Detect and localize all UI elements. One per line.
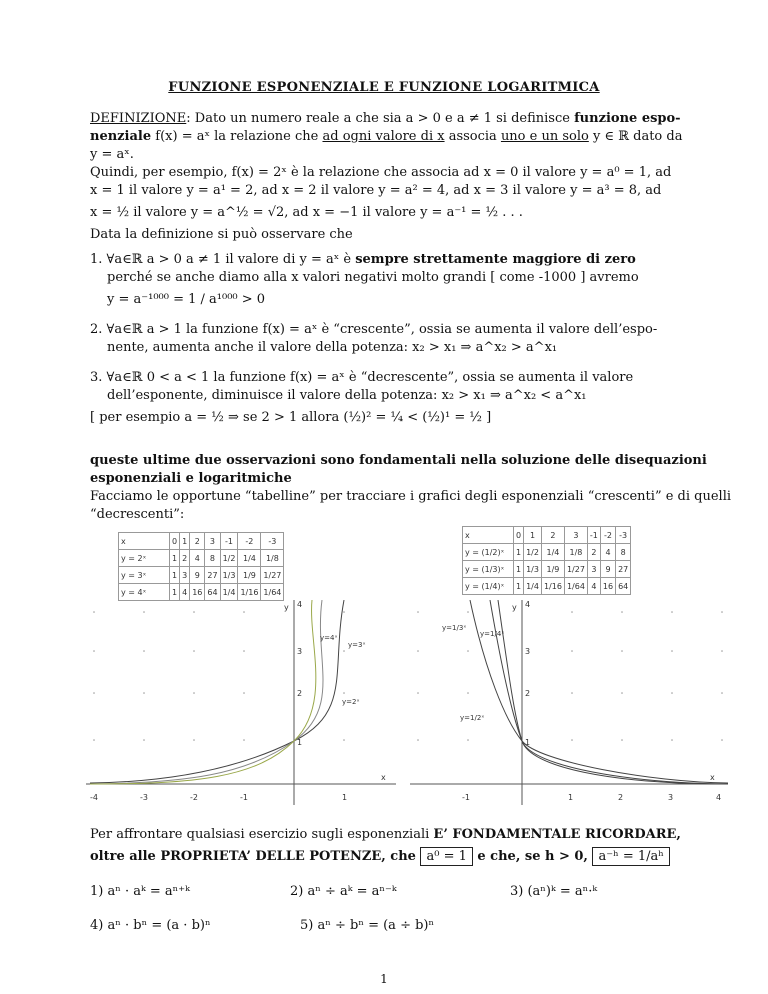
tick-label: 3	[668, 793, 674, 802]
tick-label: 1	[342, 793, 348, 802]
definition-line-2: nenziale f(x) = aˣ la relazione che ad ogni valore di x associa uno e un solo y ∈ ℝ dato da	[90, 129, 683, 144]
axis-label-x: x	[710, 773, 715, 782]
axis-label-y: y	[512, 603, 517, 612]
graph-decreasing-exponentials	[410, 600, 728, 805]
formula-box: a⁰ = 1	[420, 847, 472, 866]
tick-label: 1	[568, 793, 574, 802]
tick-label: 1	[525, 738, 531, 747]
example-line-4: Data la definizione si può osservare che	[90, 227, 353, 242]
tick-label: 4	[297, 600, 303, 609]
tick-label: 3	[297, 647, 303, 656]
curve-quarter-x	[498, 600, 728, 784]
example-line-2: x = 1 il valore y = a¹ = 2, ad x = 2 il valore y = a² = 4, ad x = 3 il valore y = a³ = 8, ad	[90, 183, 662, 198]
point-3-line-2: dell’esponente, diminuisce il valore della potenza: x₂ > x₁ ⇒ a^x₂ < a^x₁	[107, 388, 587, 403]
axis-label-x: x	[381, 773, 386, 782]
curve-half-x	[470, 600, 728, 783]
graph-growing-exponentials	[86, 600, 396, 805]
point-3-example: [ per esempio a = ½ ⇒ se 2 > 1 allora (½)² = ¼ < (½)¹ = ½ ]	[90, 410, 492, 425]
formula-box: a⁻ʰ = 1/aʰ	[592, 847, 669, 866]
note-line-1: queste ultime due osservazioni sono fondamentali nella soluzione delle disequazioni	[90, 453, 707, 468]
property-1: 1) aⁿ · aᵏ = aⁿ⁺ᵏ	[90, 884, 190, 899]
table-row: y = (1/2)ˣ 1 1/2 1/4 1/8 2 4 8	[463, 544, 631, 561]
curve-4x	[90, 600, 316, 784]
note-line-2: esponenziali e logaritmiche	[90, 471, 292, 486]
page-number: 1	[380, 972, 388, 986]
tick-label: -2	[190, 793, 198, 802]
table-row: y = 3ˣ 1 3 9 27 1/3 1/9 1/27	[119, 567, 284, 584]
tick-label: 4	[716, 793, 722, 802]
note-line-3: Facciamo le opportune “tabelline” per tracciare i grafici degli esponenziali “crescenti” e di quelli	[90, 489, 732, 504]
point-1-formula: y = a⁻¹⁰⁰⁰ = 1 / a¹⁰⁰⁰ > 0	[107, 292, 266, 307]
tick-label: 4	[525, 600, 531, 609]
point-1-reason: perché se anche diamo alla x valori negativi molto grandi [ come -1000 ] avremo	[107, 270, 639, 285]
curve-3x	[90, 600, 323, 784]
remember-line-2: oltre alle PROPRIETA’ DELLE POTENZE, che a⁰ = 1 e che, se h > 0, a⁻ʰ = 1/aʰ	[90, 848, 690, 865]
tick-label: 2	[297, 689, 303, 698]
point-2-line-1: 2. ∀a∈ℝ a > 1 la funzione f(x) = aˣ è “crescente”, ossia se aumenta il valore dell’espo-	[90, 322, 658, 337]
tick-label: 2	[525, 689, 531, 698]
remember-line-1: Per affrontare qualsiasi esercizio sugli esponenziali E’ FONDAMENTALE RICORDARE,	[90, 827, 681, 842]
definition-line-3: y = aˣ.	[90, 147, 134, 162]
tick-label: 1	[297, 738, 303, 747]
curve-2x	[90, 600, 344, 783]
curve-label: y=1/3ˣ	[442, 624, 467, 632]
axis-label-y: y	[284, 603, 289, 612]
tick-label: 3	[525, 647, 531, 656]
property-5: 5) aⁿ ÷ bⁿ = (a ÷ b)ⁿ	[300, 918, 435, 933]
tick-label: -1	[462, 793, 470, 802]
property-4: 4) aⁿ · bⁿ = (a · b)ⁿ	[90, 918, 211, 933]
property-3: 3) (aⁿ)ᵏ = aⁿ·ᵏ	[510, 884, 598, 899]
point-3-line-1: 3. ∀a∈ℝ 0 < a < 1 la funzione f(x) = aˣ è “decrescente”, ossia se aumenta il valore	[90, 370, 634, 385]
curve-label: y=1/2ˣ	[460, 714, 485, 722]
tick-label: 2	[618, 793, 624, 802]
tick-label: -3	[140, 793, 148, 802]
definition-line-1: DEFINIZIONE: Dato un numero reale a che sia a > 0 e a ≠ 1 si definisce funzione espo-	[90, 111, 681, 126]
table-row: x 0 1 2 3 -1 -2 -3	[463, 527, 631, 544]
table-row: y = 4ˣ 1 4 16 64 1/4 1/16 1/64	[119, 584, 284, 601]
table-growing	[118, 532, 284, 601]
table-decreasing	[462, 526, 631, 595]
table-row: y = 2ˣ 1 2 4 8 1/2 1/4 1/8	[119, 550, 284, 567]
example-line-3: x = ½ il valore y = a^½ = √2, ad x = −1 il valore y = a⁻¹ = ½ . . .	[90, 205, 523, 220]
point-1: 1. ∀a∈ℝ a > 0 a ≠ 1 il valore di y = aˣ è sempre strettamente maggiore di zero	[90, 252, 636, 267]
page-title: FUNZIONE ESPONENZIALE E FUNZIONE LOGARITMICA	[168, 80, 600, 95]
curve-label: y=3ˣ	[348, 641, 366, 649]
table-row: y = (1/4)ˣ 1 1/4 1/16 1/64 4 16 64	[463, 578, 631, 595]
table-row: x 0 1 2 3 -1 -2 -3	[119, 533, 284, 550]
curve-label: y=4ˣ	[320, 634, 338, 642]
curve-label: y=1/4ˣ	[480, 630, 505, 638]
curve-label: y=2ˣ	[342, 698, 360, 706]
point-2-line-2: nente, aumenta anche il valore della potenza: x₂ > x₁ ⇒ a^x₂ > a^x₁	[107, 340, 558, 355]
property-2: 2) aⁿ ÷ aᵏ = aⁿ⁻ᵏ	[290, 884, 397, 899]
grid-dots	[93, 611, 345, 741]
example-line-1: Quindi, per esempio, f(x) = 2ˣ è la relazione che associa ad x = 0 il valore y = a⁰ = 1, ad	[90, 165, 672, 180]
tick-label: -4	[90, 793, 98, 802]
tick-label: -1	[240, 793, 248, 802]
note-line-4: “decrescenti”:	[90, 507, 185, 522]
table-row: y = (1/3)ˣ 1 1/3 1/9 1/27 3 9 27	[463, 561, 631, 578]
